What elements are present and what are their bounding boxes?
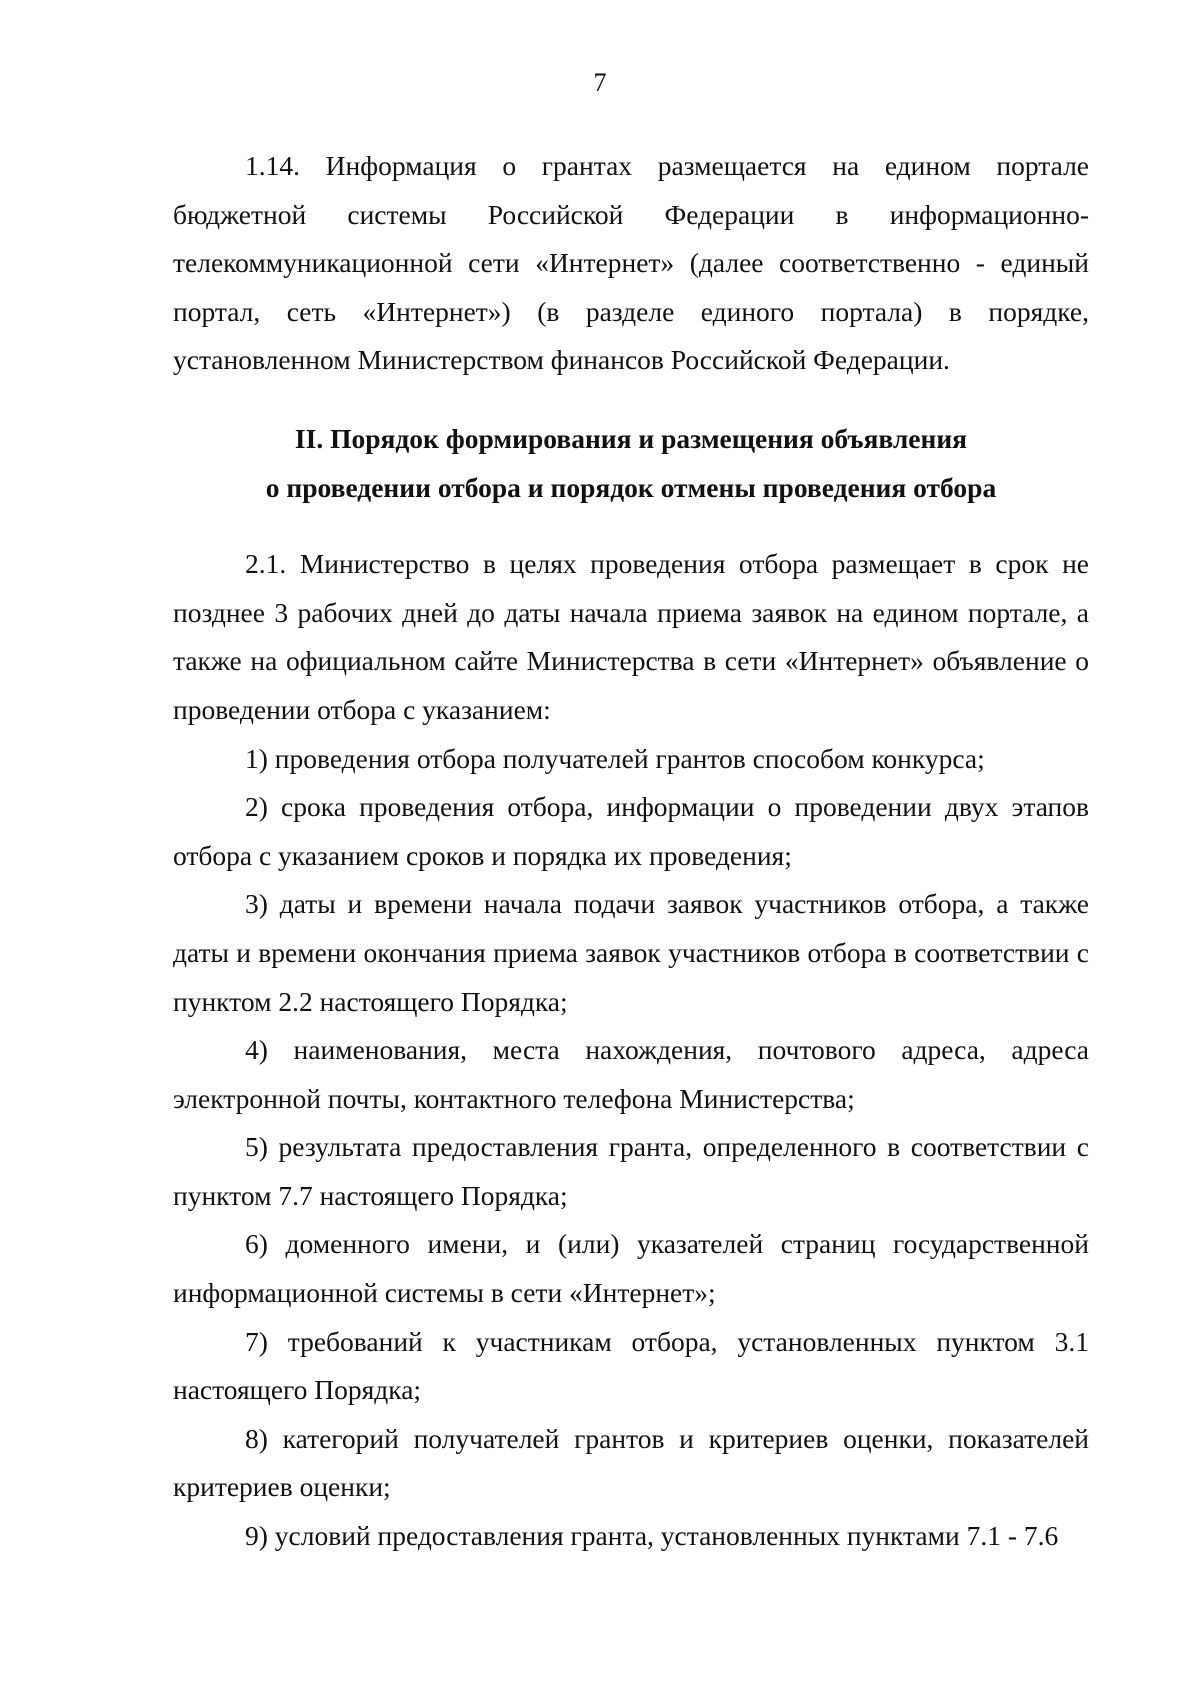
paragraph-1-14: 1.14. Информация о грантах размещается на едином портале бюджетной системы Российской Федерации в информационно-телекоммуникационной сети «Интернет» (далее соответственно - единый портал, сеть «Интернет») (в разделе единого портала) в порядке, установленном Министерством финансов Российской Федерации. xyxy=(173,150,1089,376)
list-item: 1) проведения отбора получателей грантов способом конкурса; xyxy=(245,742,985,774)
list-item: 3) даты и времени начала подачи заявок участников отбора, а также даты и времени окончания приема заявок участников отбора в соответствии с пунктом 2.2 настоящего Порядка; xyxy=(173,888,1089,1017)
list-item: 9) условий предоставления гранта, установленных пунктами 7.1 - 7.6 xyxy=(245,1520,1059,1552)
page-number: 7 xyxy=(593,68,607,97)
list-item: 6) доменного имени, и (или) указателей страниц государственной информационной системы в сети «Интернет»; xyxy=(173,1228,1089,1309)
list-item: 7) требований к участникам отбора, установленных пунктом 3.1 настоящего Порядка; xyxy=(173,1325,1089,1406)
list-item: 4) наименования, места нахождения, почтового адреса, адреса электронной почты, контактного телефона Министерства; xyxy=(173,1034,1089,1114)
paragraph-2-1: 2.1. Министерство в целях проведения отбора размещает в срок не позднее 3 рабочих дней до даты начала приема заявок на едином портале, а также на официальном сайте Министерства в сети «Интернет» объявление о проведении отбора с указанием: xyxy=(173,548,1089,725)
list-item: 2) срока проведения отбора, информации о проведении двух этапов отбора с указанием сроков и порядка их проведения; xyxy=(173,791,1089,871)
section-heading-line-1: II. Порядок формирования и размещения объявления xyxy=(294,422,968,454)
list-item: 8) категорий получателей грантов и критериев оценки, показателей критериев оценки; xyxy=(173,1422,1089,1503)
list-item: 5) результата предоставления гранта, определенного в соответствии с пунктом 7.7 настоящего Порядка; xyxy=(173,1131,1089,1211)
document-body xyxy=(173,142,1089,1561)
section-heading-line-2: о проведении отбора и порядок отмены проведения отбора xyxy=(265,471,997,503)
section-heading xyxy=(173,415,1089,512)
